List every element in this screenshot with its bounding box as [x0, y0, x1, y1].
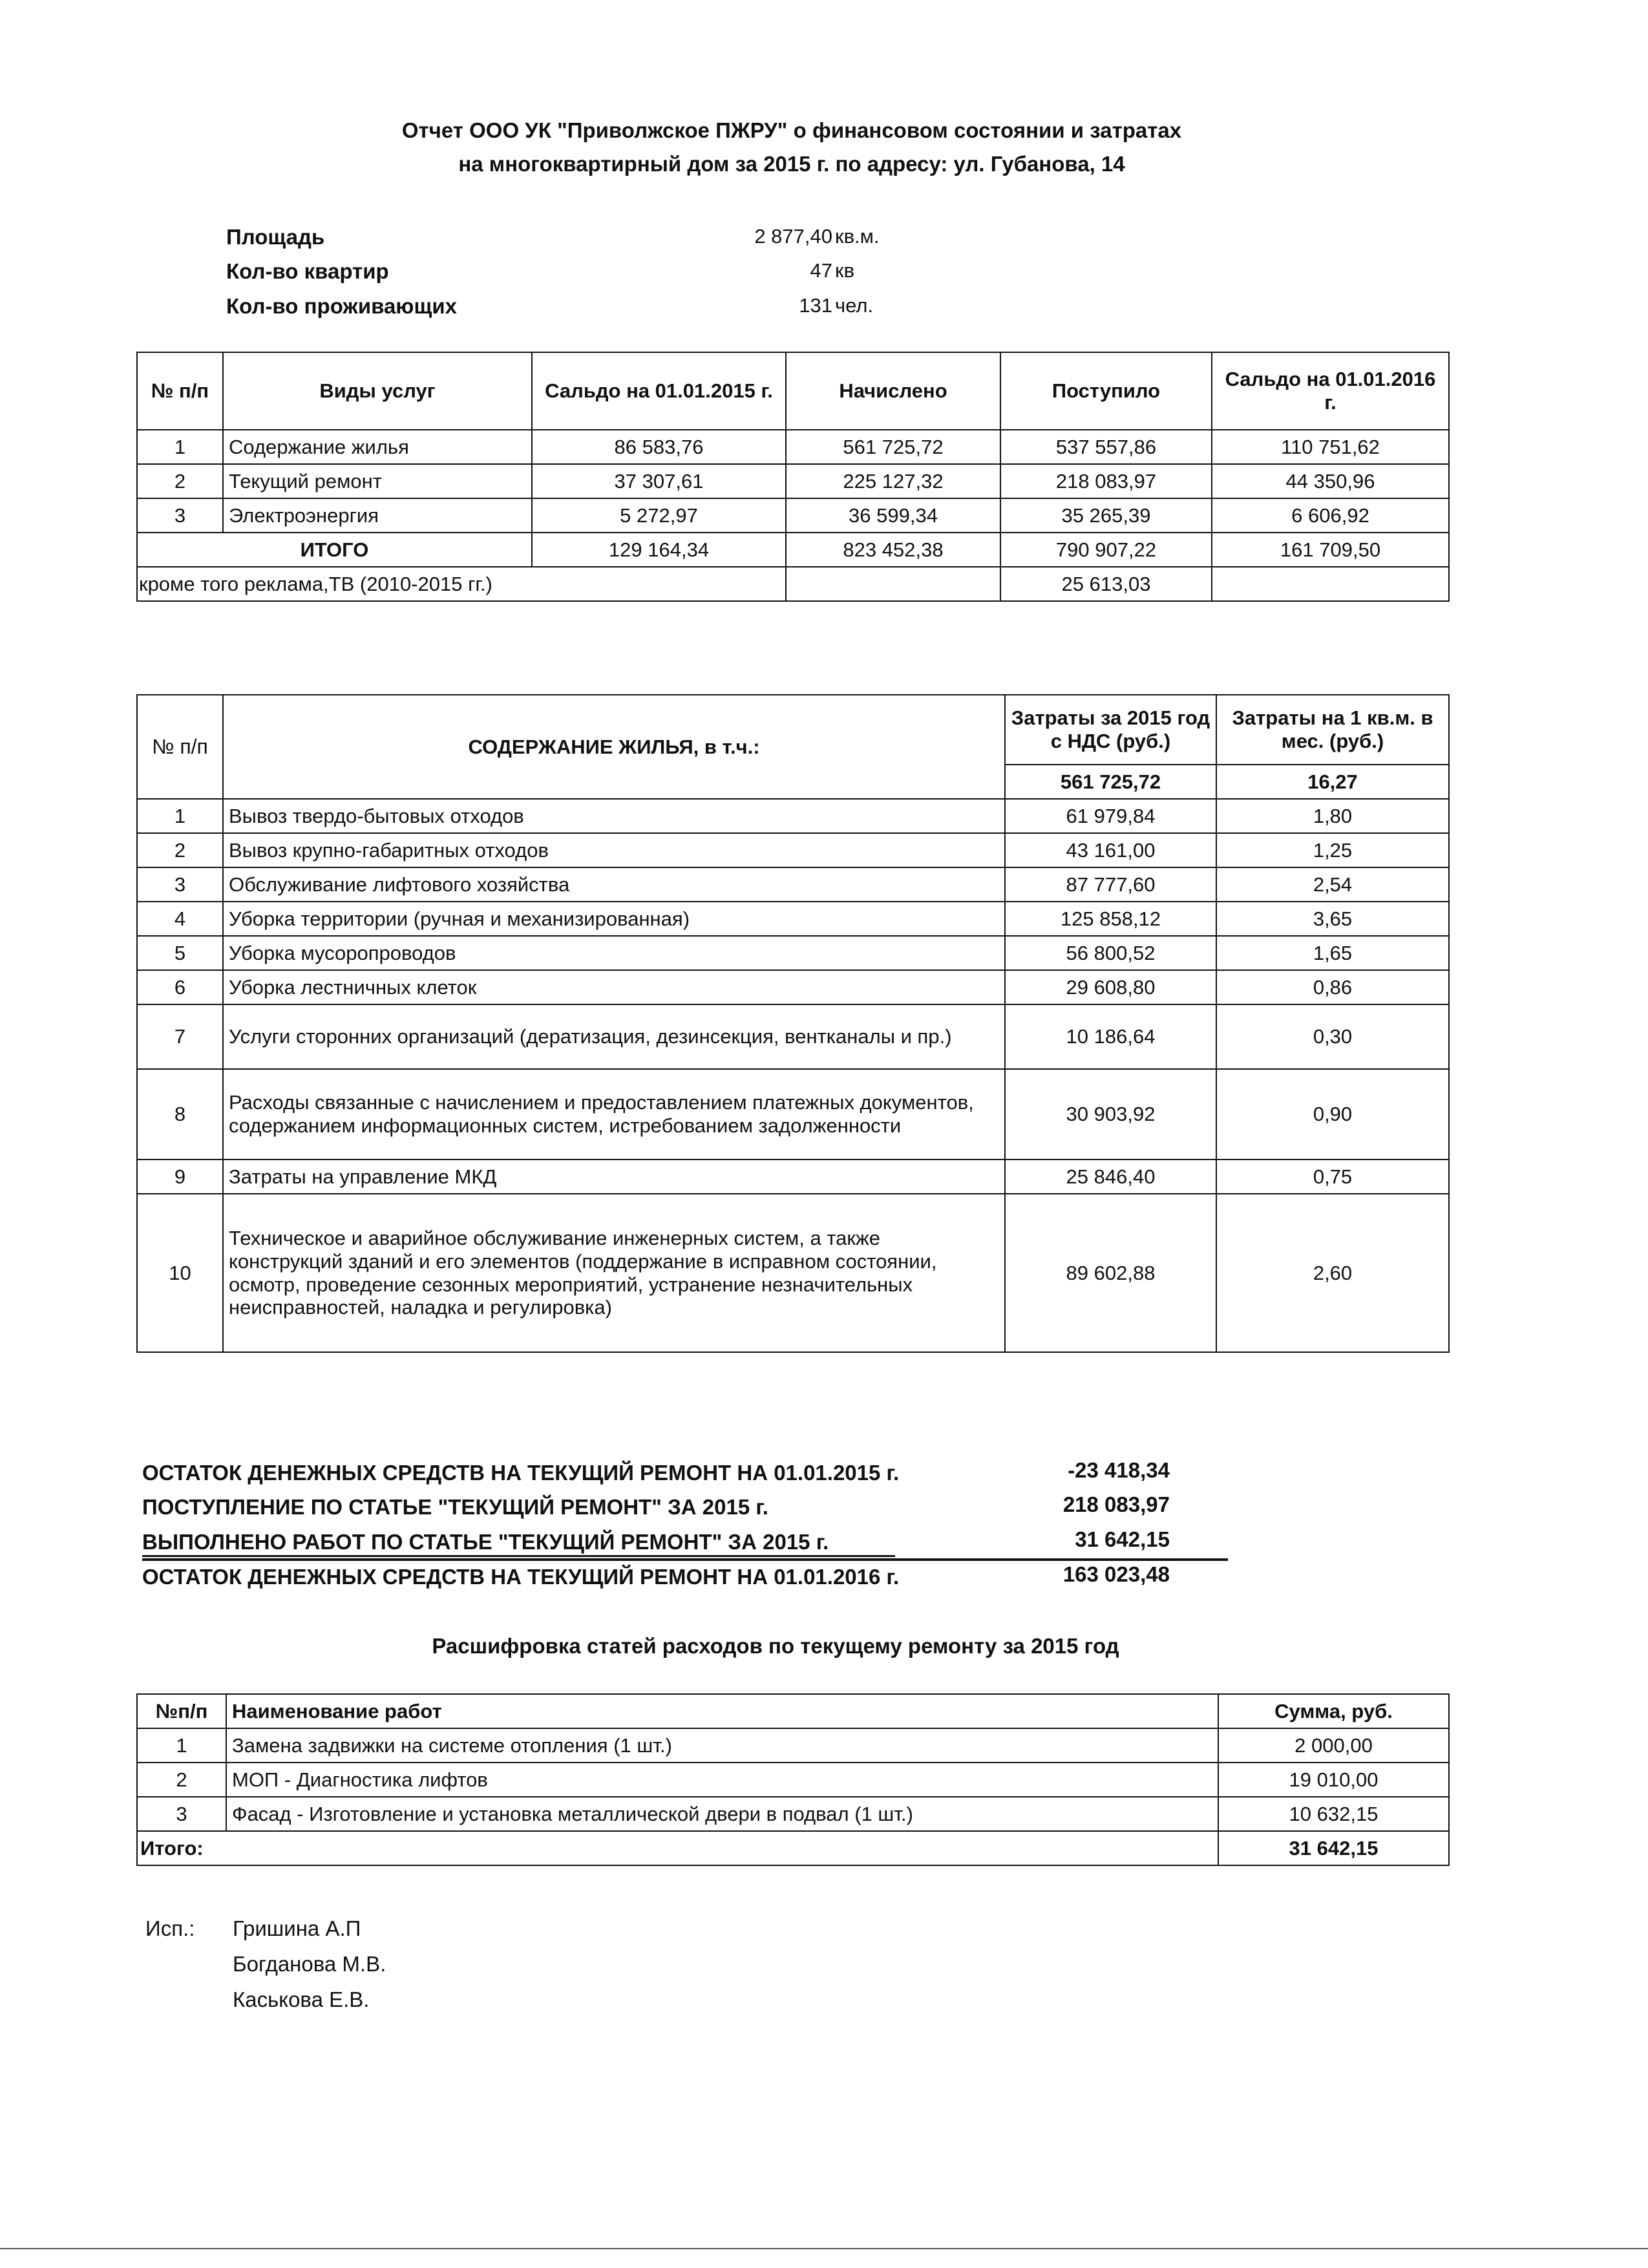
maintenance-total-cost-year: 561 725,72 — [1005, 765, 1216, 799]
maintenance-header-name: СОДЕРЖАНИЕ ЖИЛЬЯ, в т.ч.: — [223, 695, 1005, 799]
repair-cell-name: Замена задвижки на системе отопления (1 шт.) — [226, 1728, 1218, 1763]
summary-row — [137, 464, 1449, 498]
balance-underline-short — [142, 1555, 895, 1557]
summary-cell-saldo-end: 110 751,62 — [1212, 430, 1449, 464]
balance-value-end: 163 023,48 — [1062, 1562, 1170, 1586]
summary-cell-saldo-start: 5 272,97 — [532, 498, 786, 533]
maintenance-cell-cost-year: 29 608,80 — [1005, 970, 1216, 1004]
maintenance-cell-num: 1 — [137, 799, 223, 833]
maintenance-cell-num: 6 — [137, 970, 223, 1004]
maintenance-row — [137, 936, 1449, 970]
maintenance-cell-cost-year: 56 800,52 — [1005, 936, 1216, 970]
maintenance-cell-cost-sqm: 0,30 — [1216, 1004, 1449, 1069]
maintenance-cell-name: Техническое и аварийное обслуживание инженерных систем, а также конструкций зданий и его элементов (поддержание в исправном состоянии, осмотр, проведение сезонных мероприятий, устранение незначительных неисправностей, наладка и регулировка) — [223, 1194, 1005, 1352]
summary-extra-label: кроме того реклама,ТВ (2010-2015 гг.) — [137, 567, 786, 601]
balance-label-done: ВЫПОЛНЕНО РАБОТ ПО СТАТЬЕ "ТЕКУЩИЙ РЕМОНТ" ЗА 2015 г. — [142, 1530, 829, 1554]
summary-header-num: № п/п — [137, 352, 223, 430]
maintenance-cell-num: 5 — [137, 936, 223, 970]
maintenance-cell-name: Уборка территории (ручная и механизированная) — [223, 902, 1005, 936]
summary-row — [137, 430, 1449, 464]
summary-cell-received: 35 265,39 — [1000, 498, 1212, 533]
maintenance-row — [137, 1160, 1449, 1194]
info-label-residents: Кол-во проживающих — [226, 294, 457, 318]
maintenance-cell-cost-year: 10 186,64 — [1005, 1004, 1216, 1069]
repair-total-label: Итого: — [137, 1831, 1218, 1865]
maintenance-cell-cost-sqm: 1,65 — [1216, 936, 1449, 970]
summary-cell-saldo-start: 86 583,76 — [532, 430, 786, 464]
maintenance-row — [137, 902, 1449, 936]
info-label-area: Площадь — [226, 225, 325, 249]
info-unit-apartments: кв — [835, 259, 855, 282]
repair-cell-num: 1 — [137, 1728, 226, 1763]
repair-total-row — [137, 1831, 1449, 1865]
summary-cell-charged: 36 599,34 — [786, 498, 1000, 533]
balance-label-income: ПОСТУПЛЕНИЕ ПО СТАТЬЕ "ТЕКУЩИЙ РЕМОНТ" ЗА 2015 г. — [142, 1495, 768, 1519]
signature-name: Гришина А.П — [233, 1916, 361, 1940]
info-unit-area: кв.м. — [835, 225, 880, 248]
maintenance-cell-cost-sqm: 3,65 — [1216, 902, 1449, 936]
summary-total-row — [137, 533, 1449, 567]
maintenance-header-row — [137, 695, 1449, 765]
repair-header-sum: Сумма, руб. — [1218, 1694, 1449, 1728]
maintenance-row — [137, 799, 1449, 833]
maintenance-row — [137, 970, 1449, 1004]
maintenance-cell-cost-sqm: 1,25 — [1216, 833, 1449, 867]
repair-table — [136, 1693, 1450, 1866]
maintenance-cell-name: Услуги сторонних организаций (дератизация, дезинсекция, вентканалы и пр.) — [223, 1004, 1005, 1069]
maintenance-cell-cost-year: 87 777,60 — [1005, 867, 1216, 902]
summary-cell-num: 3 — [137, 498, 223, 533]
maintenance-row — [137, 1004, 1449, 1069]
summary-cell-num: 2 — [137, 464, 223, 498]
repair-row — [137, 1728, 1449, 1763]
maintenance-header-num: № п/п — [137, 695, 223, 799]
info-value-apartments: 47 — [810, 259, 832, 282]
maintenance-cell-cost-sqm: 1,80 — [1216, 799, 1449, 833]
summary-row — [137, 498, 1449, 533]
summary-total-received: 790 907,22 — [1000, 533, 1212, 567]
repair-row — [137, 1763, 1449, 1797]
maintenance-table — [136, 694, 1450, 1353]
maintenance-cell-num: 3 — [137, 867, 223, 902]
report-title-line-1: Отчет ООО УК "Приволжское ПЖРУ" о финансовом состоянии и затратах — [401, 118, 1182, 142]
maintenance-cell-cost-sqm: 0,75 — [1216, 1160, 1449, 1194]
balance-value-income: 218 083,97 — [1062, 1492, 1170, 1516]
info-label-apartments: Кол-во квартир — [226, 259, 389, 283]
maintenance-cell-cost-sqm: 0,90 — [1216, 1069, 1449, 1160]
balance-underline-long — [142, 1558, 1228, 1561]
maintenance-row — [137, 1069, 1449, 1160]
repair-cell-name: МОП - Диагностика лифтов — [226, 1763, 1218, 1797]
repair-cell-sum: 19 010,00 — [1218, 1763, 1449, 1797]
maintenance-row — [137, 1194, 1449, 1352]
maintenance-cell-num: 7 — [137, 1004, 223, 1069]
maintenance-cell-num: 2 — [137, 833, 223, 867]
repair-total-sum: 31 642,15 — [1218, 1831, 1449, 1865]
repair-cell-sum: 10 632,15 — [1218, 1797, 1449, 1831]
maintenance-cell-cost-sqm: 2,60 — [1216, 1194, 1449, 1352]
summary-header-saldo-start: Сальдо на 01.01.2015 г. — [532, 352, 786, 430]
maintenance-cell-num: 9 — [137, 1160, 223, 1194]
repair-row — [137, 1797, 1449, 1831]
summary-total-saldo-end: 161 709,50 — [1212, 533, 1449, 567]
maintenance-cell-name: Затраты на управление МКД — [223, 1160, 1005, 1194]
summary-cell-received: 537 557,86 — [1000, 430, 1212, 464]
summary-table — [136, 352, 1450, 602]
maintenance-cell-cost-year: 25 846,40 — [1005, 1160, 1216, 1194]
maintenance-cell-name: Вывоз твердо-бытовых отходов — [223, 799, 1005, 833]
info-value-residents: 131 — [799, 294, 832, 317]
maintenance-cell-cost-year: 89 602,88 — [1005, 1194, 1216, 1352]
repair-header-row — [137, 1694, 1449, 1728]
summary-cell-charged: 225 127,32 — [786, 464, 1000, 498]
maintenance-cell-cost-year: 30 903,92 — [1005, 1069, 1216, 1160]
summary-cell-service: Содержание жилья — [223, 430, 532, 464]
info-unit-residents: чел. — [835, 294, 874, 317]
summary-extra-empty — [1212, 567, 1449, 601]
signature-name: Каськова Е.В. — [233, 1987, 370, 2011]
summary-header-charged: Начислено — [786, 352, 1000, 430]
balance-label-end: ОСТАТОК ДЕНЕЖНЫХ СРЕДСТВ НА ТЕКУЩИЙ РЕМОНТ НА 01.01.2016 г. — [142, 1565, 900, 1589]
summary-extra-empty — [786, 567, 1000, 601]
summary-cell-saldo-end: 6 606,92 — [1212, 498, 1449, 533]
balance-value-done: 31 642,15 — [1075, 1527, 1170, 1551]
maintenance-cell-cost-sqm: 2,54 — [1216, 867, 1449, 902]
maintenance-cell-name: Обслуживание лифтового хозяйства — [223, 867, 1005, 902]
maintenance-cell-cost-year: 61 979,84 — [1005, 799, 1216, 833]
signature-name: Богданова М.В. — [233, 1952, 386, 1976]
summary-cell-charged: 561 725,72 — [786, 430, 1000, 464]
summary-cell-service: Электроэнергия — [223, 498, 532, 533]
signatures-label: Исп.: — [145, 1916, 195, 1940]
repair-cell-num: 2 — [137, 1763, 226, 1797]
summary-total-saldo-start: 129 164,34 — [532, 533, 786, 567]
maintenance-cell-name: Уборка мусоропроводов — [223, 936, 1005, 970]
summary-cell-saldo-end: 44 350,96 — [1212, 464, 1449, 498]
summary-total-label: ИТОГО — [137, 533, 532, 567]
maintenance-cell-num: 10 — [137, 1194, 223, 1352]
summary-header-saldo-end: Сальдо на 01.01.2016 г. — [1212, 352, 1449, 430]
repair-cell-sum: 2 000,00 — [1218, 1728, 1449, 1763]
summary-cell-received: 218 083,97 — [1000, 464, 1212, 498]
summary-header-row — [137, 352, 1449, 430]
maintenance-cell-num: 8 — [137, 1069, 223, 1160]
balance-value-start: -23 418,34 — [1068, 1458, 1170, 1482]
balance-label-start: ОСТАТОК ДЕНЕЖНЫХ СРЕДСТВ НА ТЕКУЩИЙ РЕМОНТ НА 01.01.2015 г. — [142, 1461, 900, 1485]
summary-extra-received: 25 613,03 — [1000, 567, 1212, 601]
summary-header-service: Виды услуг — [223, 352, 532, 430]
repair-cell-name: Фасад - Изготовление и установка металлической двери в подвал (1 шт.) — [226, 1797, 1218, 1831]
maintenance-cell-cost-year: 125 858,12 — [1005, 902, 1216, 936]
maintenance-header-cost-year: Затраты за 2015 год с НДС (руб.) — [1005, 695, 1216, 765]
maintenance-cell-name: Уборка лестничных клеток — [223, 970, 1005, 1004]
maintenance-cell-name: Расходы связанные с начислением и предоставлением платежных документов, содержанием информационных систем, истребованием задолженности — [223, 1069, 1005, 1160]
repair-header-name: Наименование работ — [226, 1694, 1218, 1728]
maintenance-cell-num: 4 — [137, 902, 223, 936]
maintenance-row — [137, 867, 1449, 902]
maintenance-cell-cost-year: 43 161,00 — [1005, 833, 1216, 867]
summary-cell-num: 1 — [137, 430, 223, 464]
summary-total-charged: 823 452,38 — [786, 533, 1000, 567]
maintenance-total-cost-sqm: 16,27 — [1216, 765, 1449, 799]
repair-cell-num: 3 — [137, 1797, 226, 1831]
page-bottom-edge — [0, 2248, 1648, 2249]
report-title-line-2: на многоквартирный дом за 2015 г. по адресу: ул. Губанова, 14 — [458, 152, 1125, 176]
maintenance-cell-cost-sqm: 0,86 — [1216, 970, 1449, 1004]
repair-header-num: №п/п — [137, 1694, 226, 1728]
summary-cell-saldo-start: 37 307,61 — [532, 464, 786, 498]
repair-section-title: Расшифровка статей расходов по текущему ремонту за 2015 год — [432, 1634, 1119, 1658]
maintenance-header-cost-sqm: Затраты на 1 кв.м. в мес. (руб.) — [1216, 695, 1449, 765]
maintenance-row — [137, 833, 1449, 867]
summary-extra-row — [137, 567, 1449, 601]
summary-header-received: Поступило — [1000, 352, 1212, 430]
maintenance-cell-name: Вывоз крупно-габаритных отходов — [223, 833, 1005, 867]
info-value-area: 2 877,40 — [754, 225, 832, 248]
summary-cell-service: Текущий ремонт — [223, 464, 532, 498]
